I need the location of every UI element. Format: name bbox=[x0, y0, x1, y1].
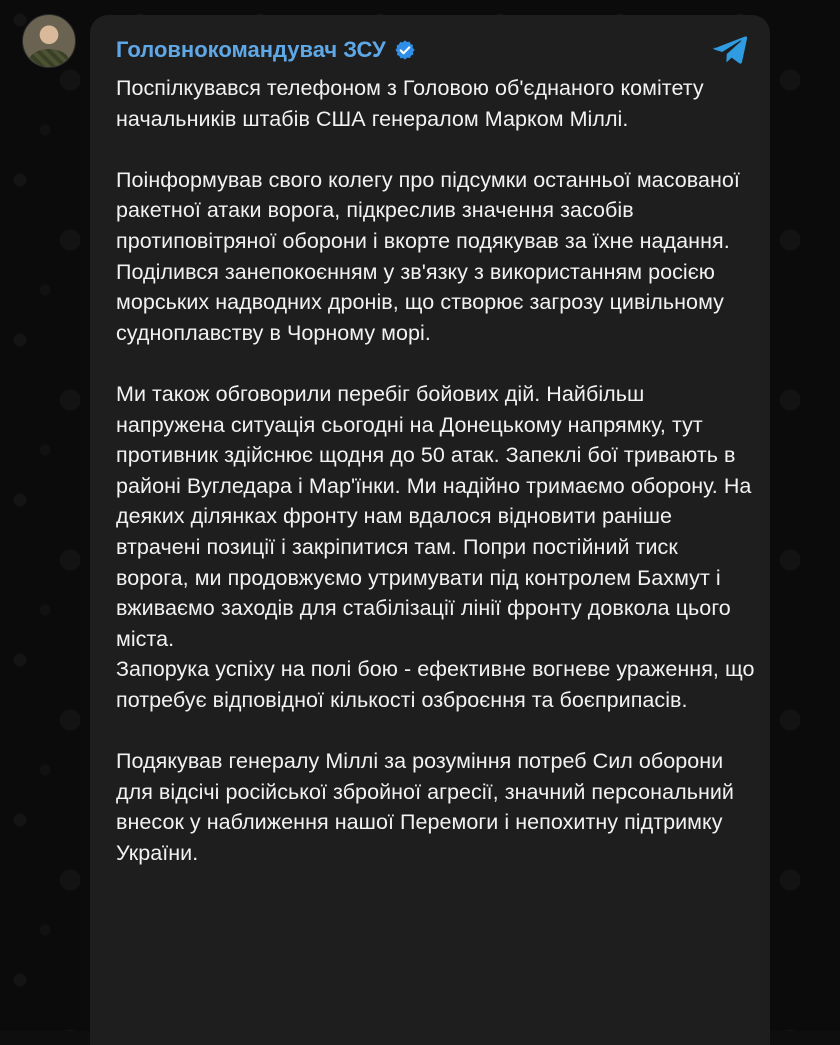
message-paragraph: Ми також обговорили перебіг бойових дій. Найбільш напружена ситуація сьогодні на Донецькому напрямку, тут противник здійснює щодня до 50 атак. Запеклі бої тривають в районі Вугледара і Мар'їнки. Ми надійно тримаємо оборону. На деяких ділянках фронту нам вдалося відновити раніше втрачені позиції і закріпитися там. Попри постійний тиск ворога, ми продовжуємо утримувати під контролем Бахмут і вживаємо заходів для стабілізації лінії фронту довкола цього міста. bbox=[116, 381, 752, 651]
message-paragraph: Поінформував свого колегу про підсумки останньої масованої ракетної атаки ворога, підкреслив значення засобів протиповітряної оборони і вкорте подякував за їхне надання. Поділився занепокоєнням у зв'язку з використанням росією морських надводних дронів, що створює загрозу цивільному судноплавству в Чорному морі. bbox=[116, 167, 740, 345]
channel-avatar[interactable] bbox=[22, 14, 76, 68]
avatar-uniform bbox=[29, 49, 69, 68]
telegram-icon[interactable] bbox=[712, 35, 748, 65]
message-paragraph: Запорука успіху на полі бою - ефективне вогневе ураження, що потребує відповідної кількості озброєння та боєприпасів. bbox=[116, 657, 755, 712]
verified-badge-icon bbox=[394, 39, 416, 61]
message-text bbox=[116, 73, 756, 899]
channel-name[interactable]: Головнокомандувач ЗСУ bbox=[116, 37, 386, 62]
message-bubble bbox=[90, 15, 770, 1045]
message-header bbox=[116, 37, 416, 63]
message-paragraph: Подякував генералу Міллі за розуміння потреб Сил оборони для відсічі російської збройної агресії, значний персональний внесок у наближення нашої Перемоги і непохитну підтримку України. bbox=[116, 749, 734, 865]
message-paragraph: Поспілкувався телефоном з Головою об'єднаного комітету начальників штабів США генералом Марком Міллі. bbox=[116, 76, 704, 131]
